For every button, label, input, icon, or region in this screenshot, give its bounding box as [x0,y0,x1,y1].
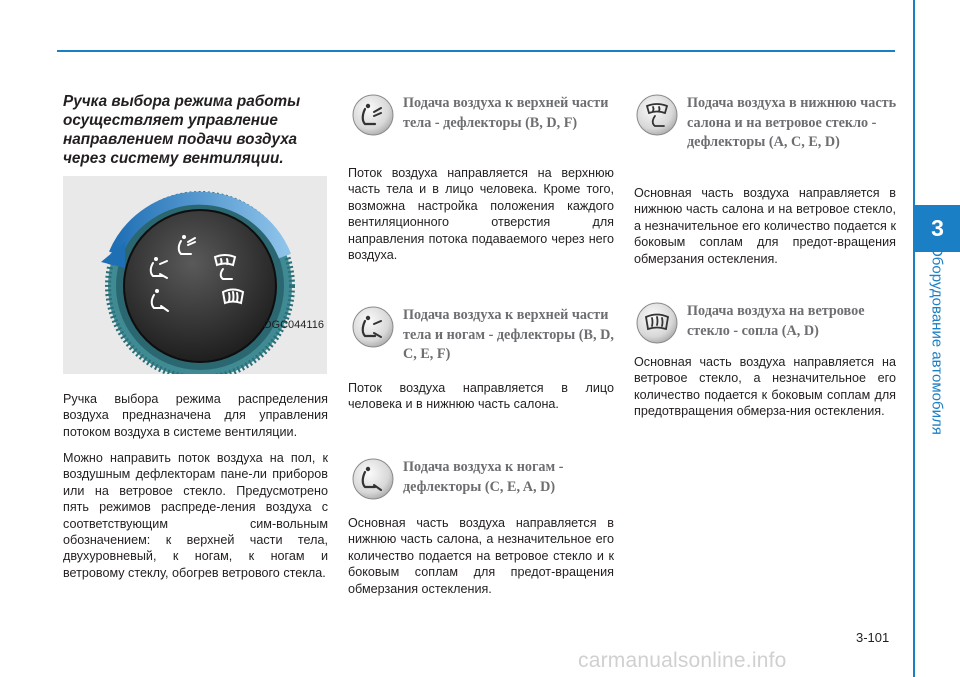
face-vent-icon [352,94,394,136]
watermark: carmanualsonline.info [578,649,787,672]
mode-defrost-text: Основная часть воздуха направляется на ветровое стекло, а незначительное его количество подается к боковым соплам для предотвращения обмерза-ния остекления. [634,355,896,419]
mode-face-title: Подача воздуха к верхней части тела - дефлекторы (B, D, F) [403,95,609,131]
page-number: 3-101 [856,630,890,645]
mode-knob-figure [63,176,327,374]
side-rule [913,0,915,677]
chapter-number: 3 [915,205,960,252]
mode-bilevel-text: Поток воздуха направляется в лицо человека и в нижнюю часть салона. [348,381,614,412]
intro-heading: Ручка выбора режима работы осуществляет управление направлением подачи воздуха через систему вентиляции. [63,93,301,167]
mode-bilevel-title: Подача воздуха к верхней части тела и ногам - дефлекторы (B, D, C, E, F) [403,307,614,362]
intro-paragraph-1: Ручка выбора режима распределения воздуха предназначена для управления потоком воздуха в системе вентиляции. [63,392,328,439]
floor-vent-icon [352,458,394,500]
mode-floor-title: Подача воздуха к ногам - дефлекторы (C, E, A, D) [403,459,564,495]
mode-floor-defrost-text: Основная часть воздуха направляется в нижнюю часть салона и на ветровое стекло, а незначительное его количество подается к боковым соплам для предот-вращения обмерзания остекления. [634,186,896,266]
mode-defrost-title: Подача воздуха на ветровое стекло - сопла (A, D) [687,303,865,339]
figure-code: OGC044116 [263,319,324,331]
top-rule [57,50,895,52]
mode-floor-text: Основная часть воздуха направляется в нижнюю часть салона, а незначительное его количество подается на ветровое стекло и к боковым соплам для предот-вращения обмерзания остекления. [348,516,614,596]
mode-floor-defrost-title: Подача воздуха в нижнюю часть салона и на ветровое стекло - дефлекторы (A, C, E, D) [687,95,897,150]
mode-face-text: Поток воздуха направляется на верхнюю часть тела и в лицо человека. Кроме того, возможна настройка положения каждого вентиляционного отверстия для направления потока подаваемого через него воздуха. [348,166,614,263]
bi-level-vent-icon [352,306,394,348]
defrost-icon [636,302,678,344]
knob-body [124,210,276,362]
mode-knob-illustration [63,176,327,374]
chapter-title: Оборудование автомобиля [928,245,946,435]
floor-defrost-icon [636,94,678,136]
intro-paragraph-2: Можно направить поток воздуха на пол, к воздушным дефлекторам пане-ли приборов или на ветровое стекло. Предусмотрено пять режимов распреде-ления воздуха с соответствующим сим-вольным обозначением: к верхней части тела, двухуровневый, к ногам, к ногам и ветровому стеклу, обогрев ветрового стекла. [63,451,328,580]
